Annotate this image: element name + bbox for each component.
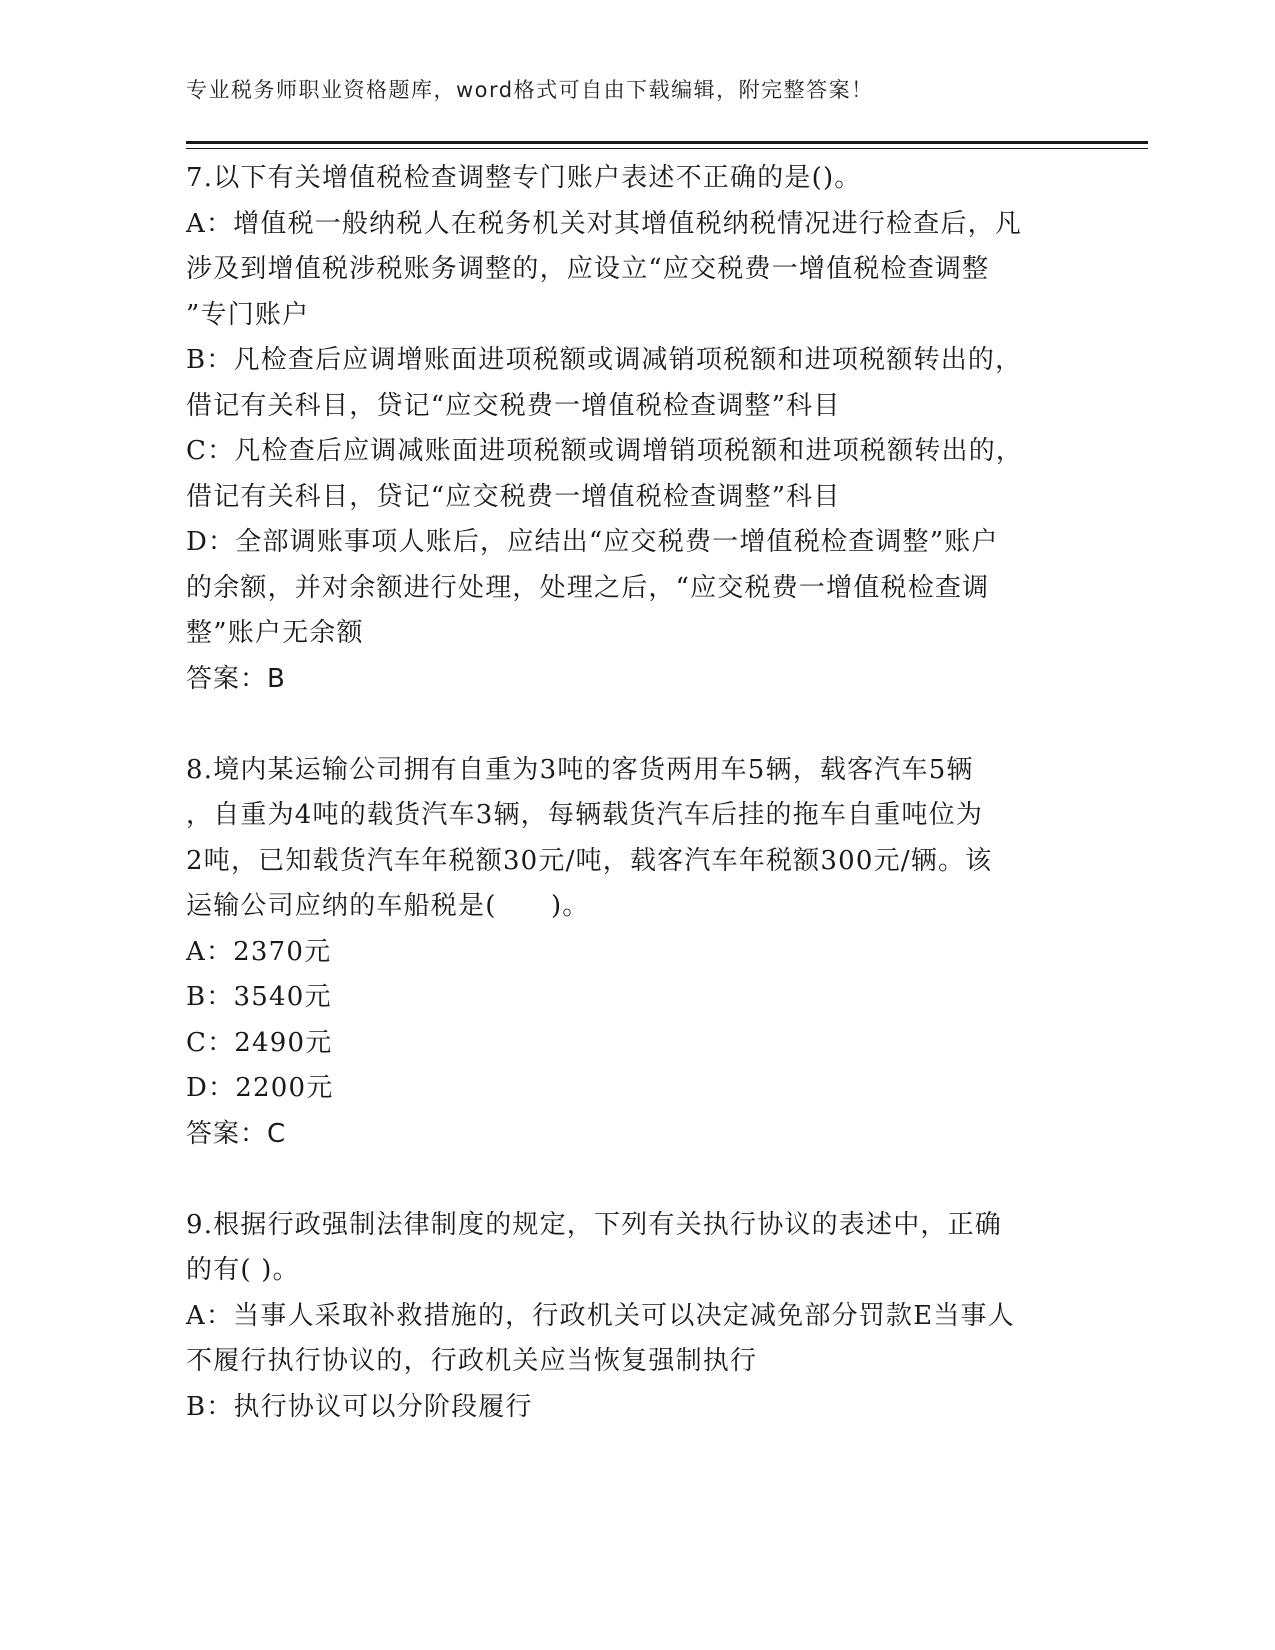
answer-line: 答案：B (186, 663, 286, 694)
header-rule-thick (186, 141, 1148, 144)
spacer (186, 1157, 1086, 1203)
option-line: D：2200元 (186, 1073, 334, 1103)
question-line: ，自重为4吨的载货汽车3辆，每辆载货汽车后挂的拖车自重吨位为 (186, 800, 984, 830)
question-line: 2吨，已知载货汽车年税额30元/吨，载客汽车年税额300元/辆。该 (186, 845, 993, 876)
question-line: 运输公司应纳的车船税是( )。 (186, 891, 590, 921)
option-line: B：3540元 (186, 982, 332, 1012)
question-line: 9.根据行政强制法律制度的规定，下列有关执行协议的表述中，正确 (186, 1209, 1003, 1240)
question-content (186, 156, 1086, 1430)
question-line: 7.以下有关增值税检查调整专门账户表述不正确的是()。 (186, 163, 862, 193)
option-line: C：2490元 (186, 1027, 333, 1058)
option-line: 借记有关科目，贷记“应交税费一增值税检查调整”科目 (186, 390, 841, 421)
question-line: 8.境内某运输公司拥有自重为3吨的客货两用车5辆，载客汽车5辆 (186, 754, 974, 785)
option-line: 不履行执行协议的，行政机关应当恢复强制执行 (186, 1346, 758, 1376)
option-line: A：当事人采取补救措施的，行政机关可以决定减免部分罚款E当事人 (186, 1300, 1015, 1331)
header-rule-thin (186, 148, 1148, 149)
option-line: A：增值税一般纳税人在税务机关对其增值税纳税情况进行检查后，凡 (186, 208, 1022, 239)
question-8 (186, 748, 1086, 1158)
option-line: A：2370元 (186, 936, 332, 967)
option-line: 的余额，并对余额进行处理，处理之后，“应交税费一增值税检查调 (186, 572, 990, 603)
question-7 (186, 156, 1086, 702)
page-header: 专业税务师职业资格题库，word格式可自由下载编辑，附完整答案！ (186, 78, 874, 102)
spacer (186, 702, 1086, 748)
question-line: 的有( )。 (186, 1255, 300, 1285)
option-line: B：凡检查后应调增账面进项税额或调减销项税额和进项税额转出的， (186, 345, 1023, 375)
option-line: 借记有关科目，贷记“应交税费一增值税检查调整”科目 (186, 481, 841, 512)
answer-line: 答案：C (186, 1118, 287, 1149)
question-9 (186, 1203, 1086, 1431)
option-line: ”专门账户 (186, 299, 310, 330)
option-line: 整”账户无余额 (186, 618, 364, 648)
option-line: 涉及到增值税涉税账务调整的，应设立“应交税费一增值税检查调整 (186, 254, 990, 284)
option-line: C：凡检查后应调减账面进项税额或调增销项税额和进项税额转出的， (186, 436, 1024, 466)
option-line: B：执行协议可以分阶段履行 (186, 1391, 533, 1422)
option-line: D：全部调账事项人账后，应结出“应交税费一增值税检查调整”账户 (186, 527, 999, 557)
